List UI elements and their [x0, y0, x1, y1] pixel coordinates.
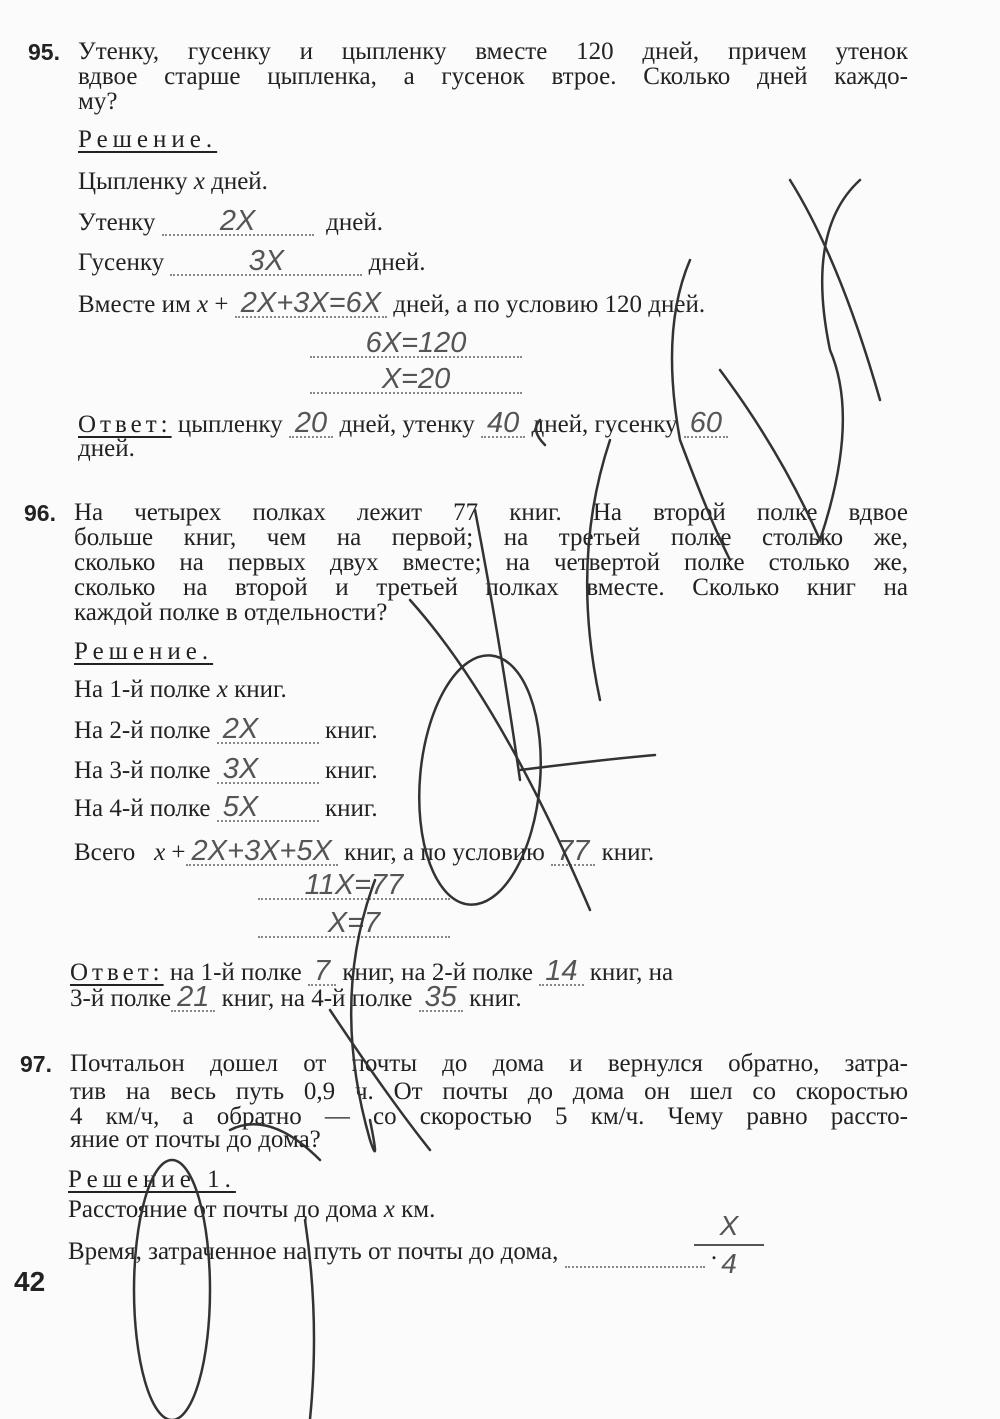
handwritten-answer: 2X	[217, 716, 319, 744]
handwritten-equation: 11X=77	[258, 872, 450, 900]
solution-line: На 4-й полке 5X книг.	[74, 791, 378, 823]
problem-text-line: яние от почты до дома?	[70, 1126, 321, 1153]
page-number: 42	[14, 1266, 46, 1297]
problem-text-line: Утенку, гусенку и цыпленку вместе 120 дней, причем утенок	[78, 38, 908, 65]
answer-line: 3-й полке 21 книг, на 4-й полке 35 книг.	[70, 981, 522, 1013]
handwritten-fraction: X 4	[694, 1210, 764, 1280]
handwritten-answer: 3X	[217, 756, 319, 784]
handwritten-answer: 40	[481, 410, 525, 438]
problem-text-line: 4 км/ч, а обратно — со скоростью 5 км/ч. Чему равно рассто-	[70, 1103, 908, 1130]
handwritten-answer: 2X+3X=6X	[235, 290, 387, 318]
handwritten-answer: 7	[308, 958, 336, 986]
solution-line: Утенку 2X дней.	[78, 205, 383, 237]
solution-heading: Решение.	[78, 126, 218, 153]
handwritten-answer: 20	[289, 410, 333, 438]
answer-line: Ответ: цыпленку 20 дней, утенку 40 дней, гусенку 60	[78, 410, 908, 439]
problem-number: 96.	[24, 500, 56, 526]
solution-line: Расстояние от почты до дома x км.	[68, 1196, 436, 1223]
problem-text-line: каждой полке в отдельности?	[74, 599, 388, 626]
handwritten-answer: 2X+3X+5X	[186, 838, 338, 866]
handwritten-answer: 2X	[162, 208, 314, 236]
handwritten-answer: 3X	[170, 248, 362, 276]
problem-text-line: Почтальон дошел от почты до дома и вернулся обратно, затра-	[70, 1050, 908, 1077]
handwritten-answer: 35	[419, 984, 463, 1012]
problem-text-line: На четырех полках лежит 77 книг. На второй полке вдвое	[74, 499, 908, 526]
handwritten-equation: X=20	[310, 366, 522, 394]
handwritten-answer: 60	[684, 410, 728, 438]
solution-line: Гусенку 3X дней.	[78, 245, 426, 277]
answer-line: Ответ: на 1-й полке 7 книг, на 2-й полке 14 книг, на	[70, 955, 674, 987]
handwritten-answer: 21	[171, 984, 215, 1012]
solution-line: Вместе им x + 2X+3X=6X дней, а по условию 120 дней.	[78, 287, 706, 319]
solution-line: Всего x + 2X+3X+5X книг, а по условию 77 книг.	[74, 835, 655, 867]
problem-number: 97.	[20, 1051, 52, 1077]
handwritten-answer: 14	[539, 958, 583, 986]
handwritten-answer: 77	[551, 838, 595, 866]
problem-text-line: тив на весь путь 0,9 ч. От почты до дома он шел со скоростью	[70, 1078, 908, 1105]
solution-heading: Решение 1.	[68, 1166, 236, 1193]
handwritten-answer: 5X	[217, 794, 319, 822]
solution-heading: Решение.	[74, 638, 214, 665]
problem-text-line: сколько на первых двух вместе; на четвертой полке столько же,	[74, 549, 908, 576]
problem-text-line: больше книг, чем на первой; на третьей полке столько же,	[74, 524, 908, 551]
solution-line: На 1-й полке x книг.	[74, 676, 287, 703]
solution-line: На 3-й полке 3X книг.	[74, 753, 378, 785]
answer-line: дней.	[78, 435, 135, 462]
solution-line: Время, затраченное на путь от почты до дома, .	[68, 1238, 898, 1268]
solution-line: Цыпленку x дней.	[78, 168, 268, 195]
problem-text-line: му?	[78, 88, 118, 115]
problem-number: 95.	[28, 39, 60, 65]
handwritten-equation: 6X=120	[310, 330, 522, 358]
solution-line: На 2-й полке 2X книг.	[74, 713, 378, 745]
handwritten-equation: X=7	[258, 910, 450, 938]
problem-text-line: вдвое старше цыпленка, а гусенок втрое. Сколько дней каждо-	[78, 63, 908, 90]
problem-text-line: сколько на второй и третьей полках вместе. Сколько книг на	[74, 574, 908, 601]
